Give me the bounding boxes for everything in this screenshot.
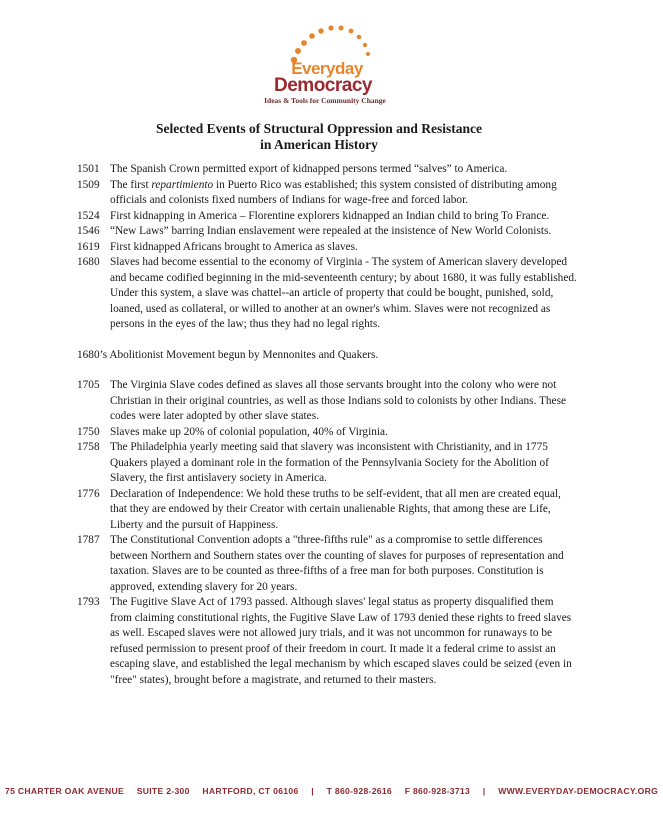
footer-city: HARTFORD, CT 06106 bbox=[202, 786, 299, 796]
entry-year: 1509 bbox=[77, 178, 100, 191]
entry-text: Declaration of Independence: We hold these truths to be self-evident, that all men are created equal, that they are endowed by their Creator with certain unalienable Rights, that among these are Life, Liberty and the pursuit of Happiness. bbox=[110, 487, 561, 531]
entry-text: The Constitutional Convention adopts a "three-fifths rule" as a compromise to settle differences between Northern and Southern states over the counting of slaves for purposes of representation and taxation. Slaves are to be counted as three-fifths of a free man for both purposes. Constitution is approved, extending slavery for 20 years. bbox=[110, 534, 564, 593]
entry-year: 1787 bbox=[77, 534, 100, 546]
footer-separator: | bbox=[311, 786, 314, 796]
timeline-entry bbox=[77, 425, 577, 441]
entry-year: 1705 bbox=[77, 379, 100, 391]
title-line-1: Selected Events of Structural Oppression and Resistance bbox=[156, 121, 482, 136]
timeline-entry bbox=[77, 378, 577, 425]
logo-wordmark-everyday: Everyday bbox=[291, 59, 363, 78]
entry-text: First kidnapping in America – Florentine explorers kidnapped an Indian child to bring To France. bbox=[110, 209, 550, 222]
entry-year: 1750 bbox=[77, 425, 100, 438]
entry-text: The Spanish Crown permitted export of kidnapped persons termed “salves” to America. bbox=[110, 163, 508, 175]
entry-text: The Fugitive Slave Act of 1793 passed. Although slaves' legal status as property disqualified them from claiming constitutional rights, the Fugitive Slave Law of 1793 denied these rights to freed slaves as well. Escaped slaves were not allowed jury trials, and it was not uncommon for runaways to be refused permission to present proof of their freedom in court. It made it a federal crime to assist an escaping slave, and established the legal mechanism by which escaped slaves could be seized (even in "free" states), brought before a magistrate, and returned to their masters. bbox=[110, 596, 572, 686]
entry-text: The first repartimiento in Puerto Rico was established; this system consisted of distributing among officials and colonists fixed numbers of Indians for wage-free and forced labor. bbox=[110, 178, 557, 206]
entry-text: Slaves make up 20% of colonial population, 40% of Virginia. bbox=[110, 425, 388, 438]
footer-address: 75 CHARTER OAK AVENUE bbox=[5, 786, 124, 796]
logo-wordmark-democracy: Democracy bbox=[274, 75, 372, 96]
timeline-entry bbox=[77, 255, 577, 333]
everyday-democracy-logo bbox=[260, 20, 430, 110]
timeline-entry bbox=[77, 162, 577, 178]
entry-text: “New Laws” barring Indian enslavement were repealed at the insistence of New World Colonists. bbox=[110, 225, 552, 237]
entry-year: 1776 bbox=[77, 487, 100, 500]
title-line-2: in American History bbox=[260, 137, 378, 152]
entry-year: 1758 bbox=[77, 441, 100, 453]
footer-suite: SUITE 2-300 bbox=[136, 786, 190, 796]
entry-year: 1501 bbox=[77, 163, 100, 175]
timeline-entry bbox=[77, 487, 577, 534]
footer-website-link[interactable]: WWW.EVERYDAY-DEMOCRACY.ORG bbox=[498, 786, 659, 796]
timeline-entry bbox=[77, 224, 577, 240]
entry-italic-term: repartimiento bbox=[151, 178, 214, 191]
timeline-entry bbox=[77, 240, 577, 256]
footer-fax: F 860-928-3713 bbox=[404, 786, 471, 796]
timeline-body bbox=[77, 162, 577, 688]
entry-year: 1680 bbox=[77, 256, 100, 268]
logo-tagline: Ideas & Tools for Community Change bbox=[264, 96, 386, 105]
footer-phone: T 860-928-2616 bbox=[326, 786, 393, 796]
entry-text: Slaves had become essential to the economy of Virginia - The system of American slavery developed and became codified beginning in the mid-seventeenth century; by about 1680, it was fully established. Under this system, a slave was chattel--an article of property that could be bought, punished, sold, loaned, used as collateral, or willed to another at an owner's whim. Slaves were not recognized as persons in the eyes of the law; thus they had no legal rights. bbox=[110, 256, 577, 330]
document-title bbox=[0, 121, 638, 153]
abolitionist-movement-line: 1680’s Abolitionist Movement begun by Mennonites and Quakers. bbox=[77, 348, 379, 361]
entry-year: 1793 bbox=[77, 596, 100, 608]
entry-year: 1524 bbox=[77, 209, 100, 222]
footer-separator: | bbox=[482, 786, 486, 796]
entry-text: The Virginia Slave codes defined as slaves all those servants brought into the colony who were not Christian in their original countries, as well as those Indians sold to colonists by other Indians. These codes were later adopted by other slave states. bbox=[110, 379, 566, 422]
contact-footer bbox=[0, 786, 659, 796]
timeline-entry bbox=[77, 595, 577, 688]
entry-year: 1619 bbox=[77, 240, 100, 253]
entry-year: 1546 bbox=[77, 225, 100, 237]
timeline-entry bbox=[77, 209, 577, 225]
entry-text: First kidnapped Africans brought to America as slaves. bbox=[110, 240, 358, 253]
timeline-entry bbox=[77, 178, 577, 209]
timeline-entry bbox=[77, 440, 577, 487]
entry-text: The Philadelphia yearly meeting said that slavery was inconsistent with Christianity, and in 1775 Quakers played a dominant role in the formation of the Pennsylvania Society for the Abolition of Slavery, the first antislavery society in America. bbox=[110, 441, 549, 484]
timeline-entry bbox=[77, 533, 577, 595]
